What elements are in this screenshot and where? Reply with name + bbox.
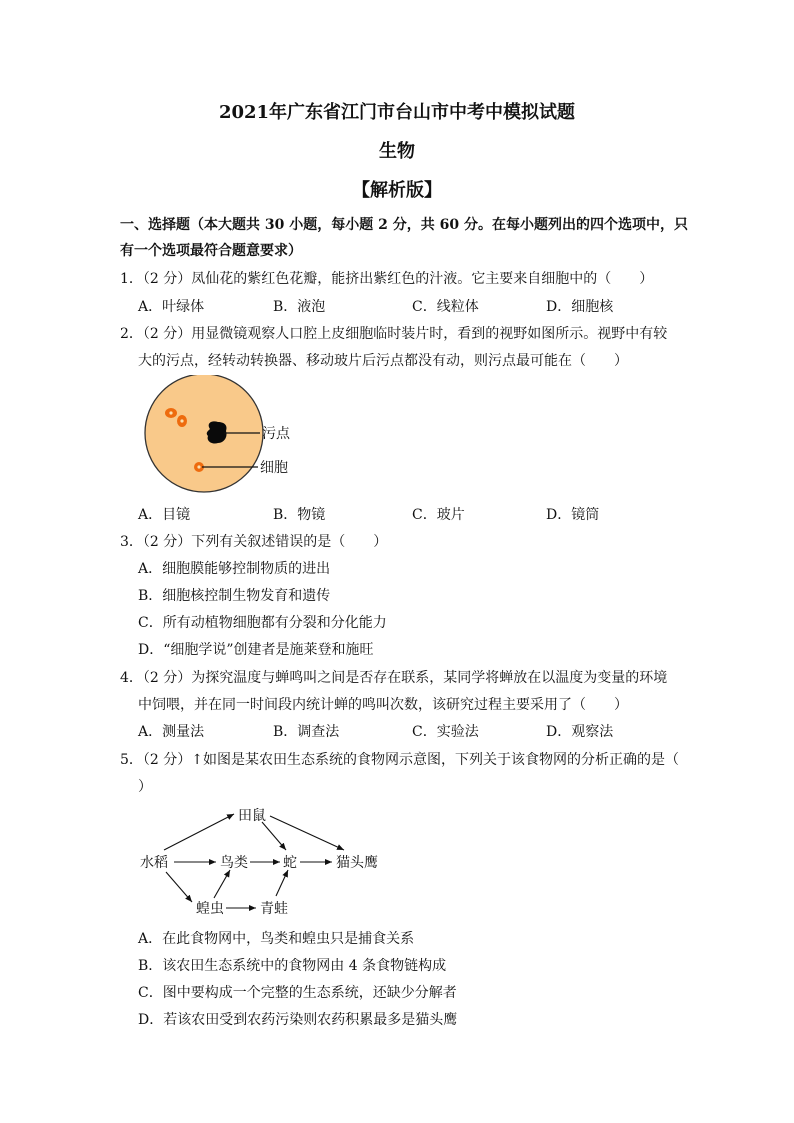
q1-option-c: C．线粒体 bbox=[412, 299, 479, 315]
q2-option-a: A．目镜 bbox=[138, 507, 191, 523]
arrow-frog-snake bbox=[276, 870, 288, 896]
q5-option-c: C．图中要构成一个完整的生态系统，还缺少分解者 bbox=[138, 985, 457, 1001]
arrow-locust-bird bbox=[214, 870, 230, 898]
q3-option-d: D．“细胞学说”创建者是施莱登和施旺 bbox=[138, 642, 374, 658]
question-5-line1: 5．（2 分）↑如图是某农田生态系统的食物网示意图，下列关于该食物网的分析正确的是（ bbox=[120, 752, 679, 768]
q2-option-d: D．镜筒 bbox=[546, 507, 600, 523]
q3-option-c: C．所有动植物细胞都有分裂和分化能力 bbox=[138, 615, 387, 631]
node-owl: 猫头鹰 bbox=[336, 855, 378, 871]
question-4-line1: 4．（2 分）为探究温度与蝉鸣叫之间是否存在联系，某同学将蝉放在以温度为变量的环境 bbox=[120, 670, 668, 686]
q4-option-d: D．观察法 bbox=[546, 724, 614, 740]
question-2-line2: 大的污点，经转动转换器、移动玻片后污点都没有动，则污点最可能在（ ） bbox=[138, 353, 628, 369]
section-heading-line1: 一、选择题（本大题共 30 小题，每小题 2 分，共 60 分。在每小题列出的四个选项中，只 bbox=[120, 217, 688, 233]
node-snake: 蛇 bbox=[283, 855, 297, 871]
q5-option-d: D．若该农田受到农药污染则农药积累最多是猫头鹰 bbox=[138, 1012, 458, 1028]
question-4-line2: 中饲喂，并在同一时间段内统计蝉的鸣叫次数，该研究过程主要采用了（ ） bbox=[138, 697, 628, 713]
arrow-mouse-snake bbox=[262, 822, 286, 850]
q4-option-a: A．测量法 bbox=[138, 724, 205, 740]
q1-option-b: B．液泡 bbox=[273, 299, 326, 315]
node-locust: 蝗虫 bbox=[196, 901, 224, 917]
q5-option-a: A．在此食物网中，鸟类和蝗虫只是捕食关系 bbox=[138, 931, 415, 947]
food-web-figure bbox=[130, 800, 400, 922]
arrow-rice-locust bbox=[166, 872, 192, 902]
node-frog: 青蛙 bbox=[260, 901, 288, 917]
edition-title: 【解析版】 bbox=[352, 180, 442, 201]
node-mouse: 田鼠 bbox=[238, 808, 266, 824]
microscope-field-figure bbox=[138, 375, 308, 500]
label-spot: 污点 bbox=[262, 426, 290, 442]
q3-option-b: B．细胞核控制生物发育和遗传 bbox=[138, 588, 331, 604]
q5-option-b: B．该农田生态系统中的食物网由 4 条食物链构成 bbox=[138, 958, 447, 974]
question-5-line2: ） bbox=[138, 779, 152, 795]
label-cell: 细胞 bbox=[260, 460, 288, 476]
node-bird: 鸟类 bbox=[220, 855, 248, 871]
q2-option-c: C．玻片 bbox=[412, 507, 465, 523]
arrow-rice-mouse bbox=[164, 814, 234, 850]
q3-option-a: A．细胞膜能够控制物质的进出 bbox=[138, 561, 331, 577]
subject-title: 生物 bbox=[379, 141, 415, 162]
stain-spot bbox=[207, 421, 227, 443]
q4-option-c: C．实验法 bbox=[412, 724, 479, 740]
q4-option-b: B．调查法 bbox=[273, 724, 340, 740]
exam-title: 2021年广东省江门市台山市中考中模拟试题 bbox=[218, 102, 576, 123]
node-rice: 水稻 bbox=[140, 855, 168, 871]
section-heading-line2: 有一个选项最符合题意要求） bbox=[120, 243, 302, 259]
q2-option-b: B．物镜 bbox=[273, 507, 326, 523]
question-1: 1．（2 分）凤仙花的紫红色花瓣，能挤出紫红色的汁液。它主要来自细胞中的（ ） bbox=[120, 271, 654, 287]
q1-option-a: A．叶绿体 bbox=[138, 299, 205, 315]
q1-option-d: D．细胞核 bbox=[546, 299, 614, 315]
question-3: 3．（2 分）下列有关叙述错误的是（ ） bbox=[120, 534, 388, 550]
question-2-line1: 2．（2 分）用显微镜观察人口腔上皮细胞临时装片时，看到的视野如图所示。视野中有较 bbox=[120, 326, 668, 342]
